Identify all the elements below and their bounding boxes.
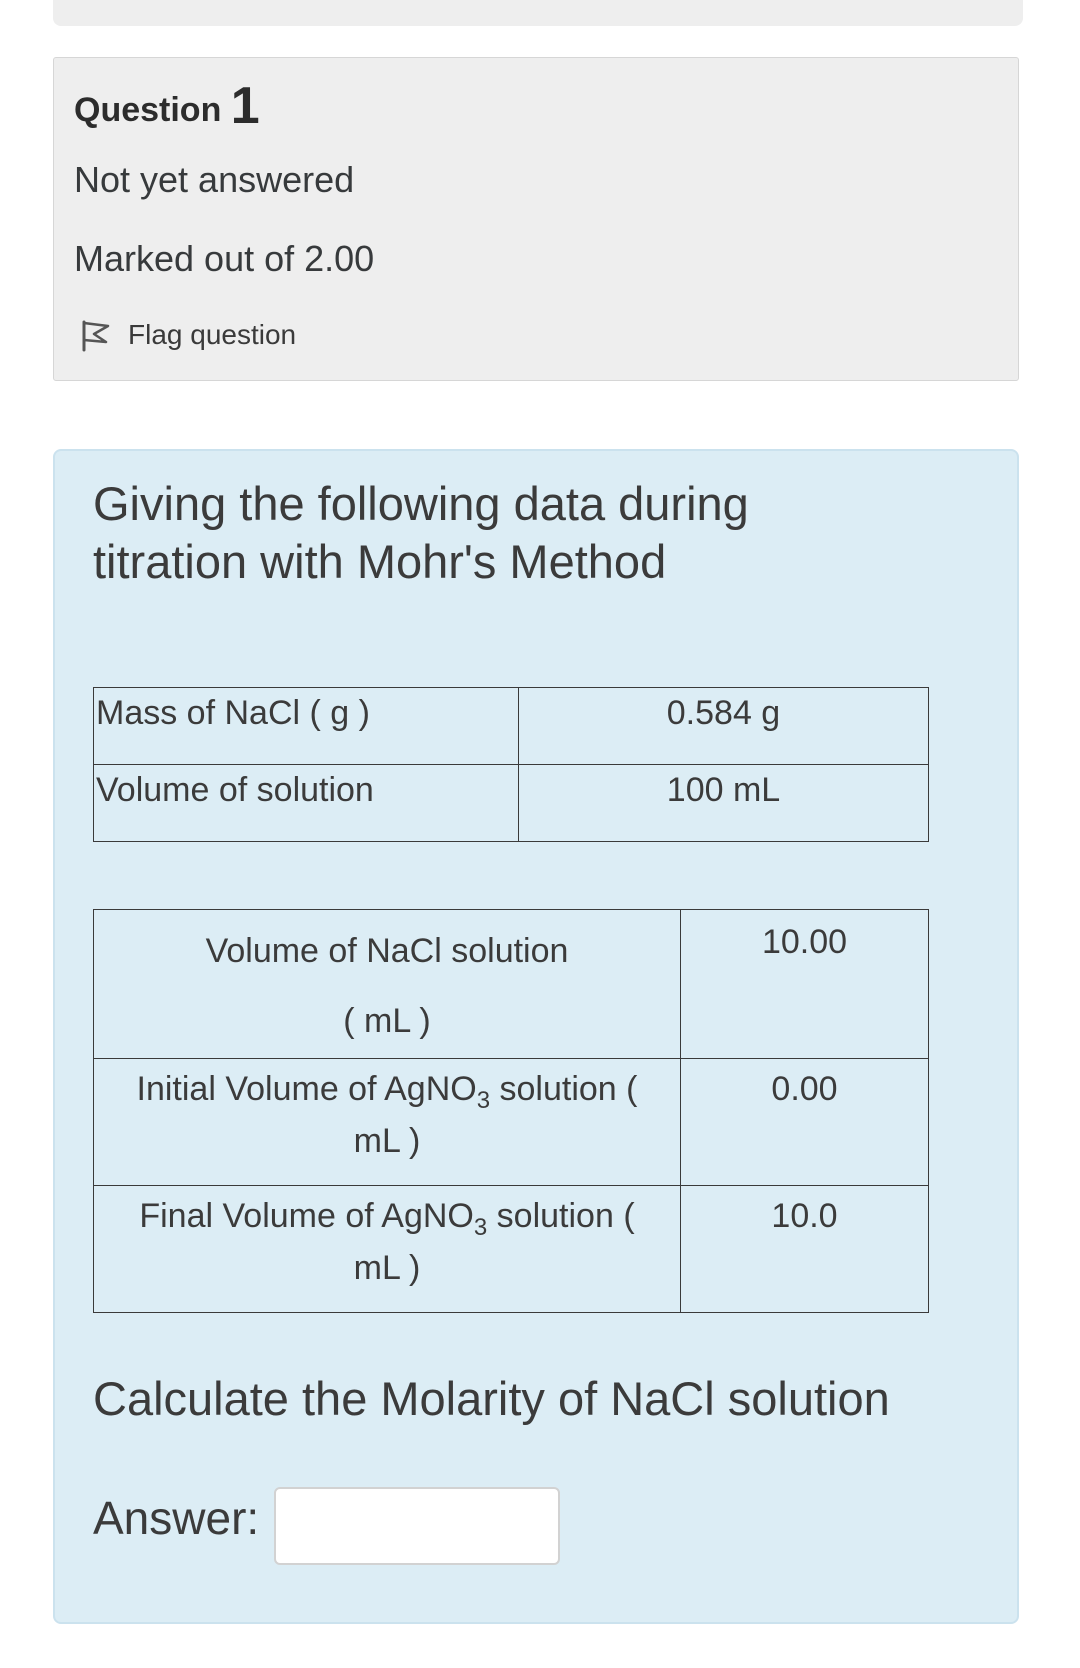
label-post: solution ( bbox=[490, 1070, 638, 1108]
question-grade: Marked out of 2.00 bbox=[74, 238, 375, 279]
label-line1: Volume of NaCl solution bbox=[205, 932, 569, 970]
answer-input[interactable] bbox=[274, 1487, 560, 1565]
question-number: 1 bbox=[230, 77, 260, 135]
table-cell-label: Volume of solution bbox=[94, 765, 519, 842]
titration-data-table bbox=[93, 909, 929, 1313]
label-line1 bbox=[94, 1063, 680, 1115]
question-title-word: Question bbox=[74, 91, 222, 129]
flag-question-link[interactable] bbox=[80, 318, 296, 352]
table-row bbox=[94, 688, 929, 765]
label-line2: mL ) bbox=[353, 1122, 421, 1160]
table-cell-value: 100 mL bbox=[519, 765, 929, 842]
label-line2: ( mL ) bbox=[343, 1002, 431, 1040]
label-pre: Initial Volume of AgNO bbox=[136, 1070, 477, 1108]
table-row bbox=[94, 765, 929, 842]
table-cell-label bbox=[94, 1186, 681, 1313]
flag-question-label: Flag question bbox=[128, 319, 297, 350]
question-prompt: Calculate the Molarity of NaCl solution bbox=[93, 1372, 890, 1425]
previous-card bbox=[53, 0, 1023, 26]
answer-label: Answer: bbox=[93, 1492, 260, 1544]
label-subscript: 3 bbox=[473, 1214, 488, 1241]
label-line2: mL ) bbox=[353, 1249, 421, 1287]
label-pre: Final Volume of AgNO bbox=[139, 1197, 474, 1235]
sample-data-table bbox=[93, 687, 929, 842]
question-info-panel bbox=[53, 57, 1019, 381]
question-intro-text: Giving the following data during titration with Mohr's Method bbox=[93, 477, 749, 588]
table-row bbox=[94, 910, 929, 1059]
table-cell-label: Mass of NaCl ( g ) bbox=[94, 688, 519, 765]
table-cell-label bbox=[94, 1059, 681, 1186]
question-state: Not yet answered bbox=[74, 159, 355, 200]
table-cell-value: 0.00 bbox=[681, 1059, 929, 1186]
table-cell-label bbox=[94, 910, 681, 1059]
flag-outline-icon bbox=[80, 318, 112, 352]
question-title bbox=[74, 77, 260, 135]
table-cell-value: 0.584 g bbox=[519, 688, 929, 765]
label-line1 bbox=[94, 1190, 680, 1242]
label-post: solution ( bbox=[487, 1197, 635, 1235]
label-subscript: 3 bbox=[476, 1087, 491, 1114]
table-cell-value: 10.00 bbox=[681, 910, 929, 1059]
table-cell-value: 10.0 bbox=[681, 1186, 929, 1313]
table-row bbox=[94, 1059, 929, 1186]
question-content bbox=[53, 449, 1019, 1624]
table-row bbox=[94, 1186, 929, 1313]
